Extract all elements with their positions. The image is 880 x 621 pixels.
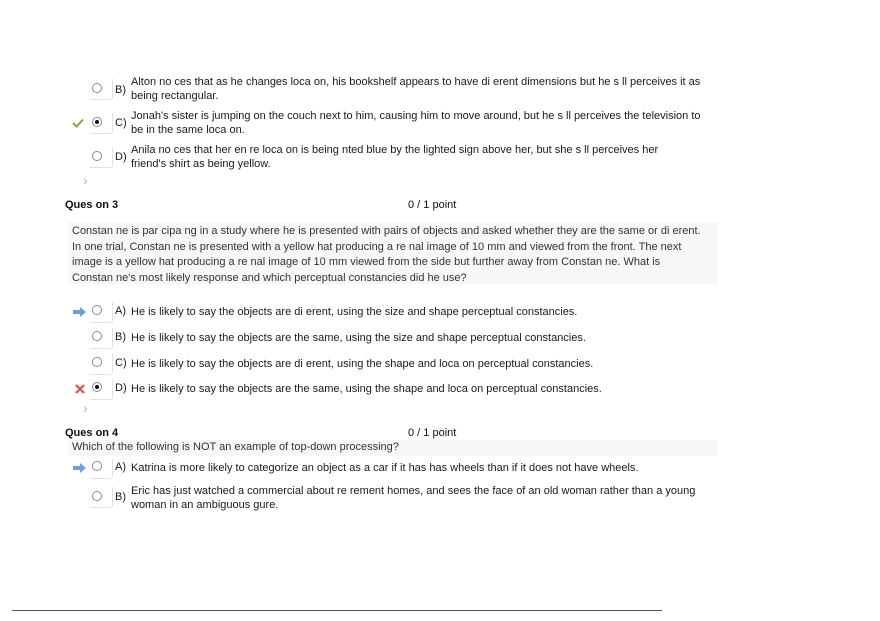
question-text-line: Constan ne's most likely response and which perceptual constancies did he use? [72,271,467,284]
question-heading: Ques on 3 [65,199,119,211]
option-text: He is likely to say the objects are the same, using the shape and loca on perceptual constancies. [131,383,602,395]
option-letter: B) [115,84,126,96]
radio-option-b[interactable] [92,331,102,341]
option-text-line: Anila no ces that her en re loca on is being nted blue by the lighted sign above her, but she s ll perceives her [131,144,659,156]
question-points: 0 / 1 point [408,199,457,211]
option-text-line: be in the same loca on. [131,124,245,136]
question-text-line: Constan ne is par cipa ng in a study where he is presented with pairs of objects and asked whether they are the same or di erent. [72,225,701,237]
radio-option-c[interactable] [92,357,102,367]
option-text-line: Jonah's sister is jumping on the couch next to him, causing him to move around, but he s ll perceives the television to [131,110,701,122]
option-letter: D) [115,151,127,163]
option-text-line: Alton no ces that as he changes loca on, his bookshelf appears to have di erent dimensions but he s ll perceives it as [131,76,701,88]
question-text-line: In one trial, Constan ne is presented with a yellow hat producing a re nal image of 10 mm and viewed from the front. The next [72,240,682,253]
radio-option-d[interactable] [92,151,102,161]
option-letter: C) [115,117,127,129]
question-text: Which of the following is NOT an example of top-down processing? [72,441,399,453]
arrow-right-icon [73,463,87,473]
chevron-right-icon[interactable]: › [83,172,88,188]
option-letter: B) [115,491,126,503]
question-points: 0 / 1 point [408,427,457,439]
radio-option-a[interactable] [92,305,102,315]
option-text: Katrina is more likely to categorize an object as a car if it has has wheels than if it does not have wheels. [131,462,639,474]
option-text: He is likely to say the objects are the same, using the size and shape perceptual constancies. [131,332,586,344]
option-text-line: friend's shirt as being yellow. [131,158,271,170]
option-letter: C) [115,357,127,369]
option-text-line: woman in an ambiguous gure. [131,499,279,511]
radio-option-b[interactable] [92,83,102,93]
option-text-line: Eric has just watched a commercial about re rement homes, and sees the face of an old woman rather than a young [131,485,696,497]
option-letter: A) [115,305,126,317]
option-text: He is likely to say the objects are di erent, using the shape and loca on perceptual constancies. [131,358,594,370]
arrow-right-icon [73,307,87,317]
question-heading: Ques on 4 [65,427,119,439]
option-letter: B) [115,331,126,343]
radio-option-a[interactable] [92,461,102,471]
option-letter: D) [115,382,127,394]
option-text: He is likely to say the objects are di erent, using the size and shape perceptual constancies. [131,306,578,318]
footer-divider [12,610,662,611]
check-icon [72,118,84,128]
radio-option-b[interactable] [92,491,102,501]
radio-option-c[interactable] [92,117,102,127]
question-text-line: image is a yellow hat producing a re nal image of 10 mm viewed from the side but further away from Constan ne. What is [72,256,661,268]
radio-option-d[interactable] [92,382,102,392]
option-letter: A) [115,461,126,473]
chevron-right-icon[interactable]: › [83,400,88,416]
option-text-line: being rectangular. [131,90,219,102]
cross-icon [75,384,85,394]
